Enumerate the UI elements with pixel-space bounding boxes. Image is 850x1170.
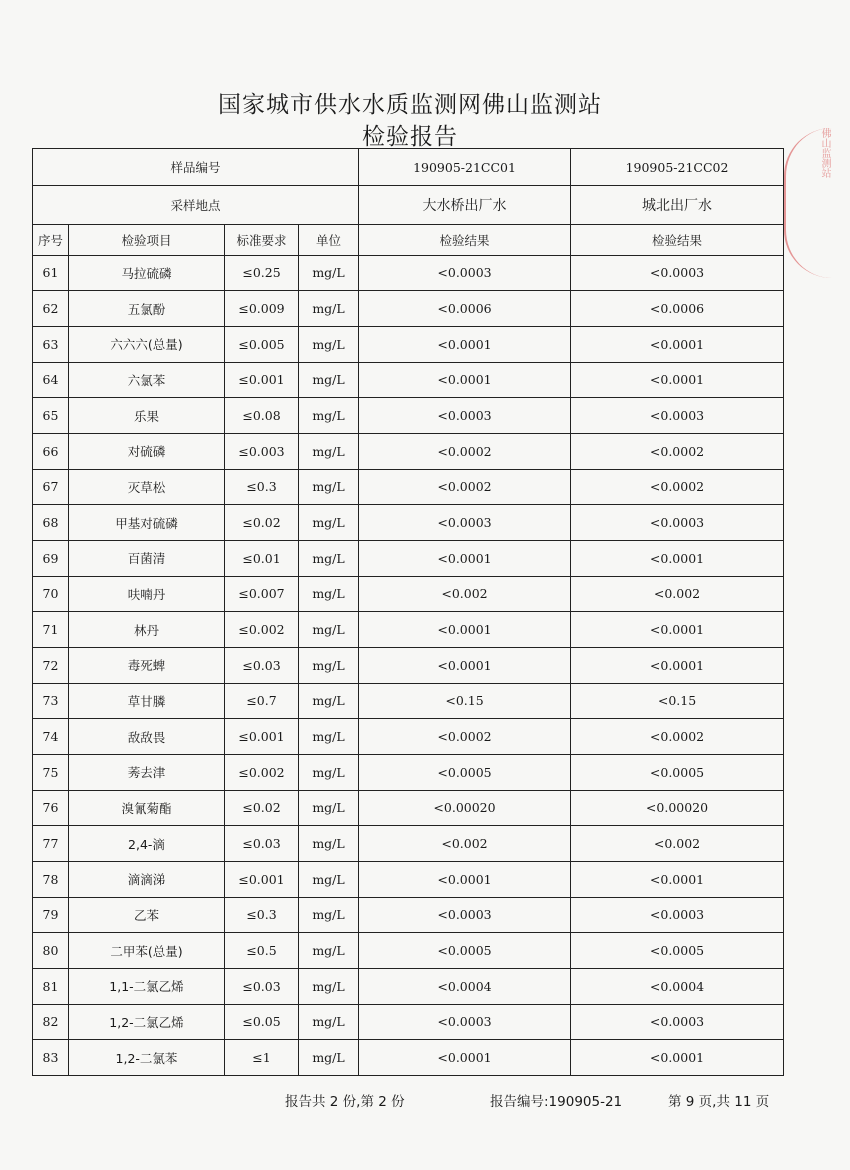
report-number: 报告编号:190905-21: [490, 1094, 623, 1110]
row-result-2: <0.0001: [571, 612, 784, 648]
official-stamp: 佛山监测站: [784, 128, 832, 278]
row-result-2: <0.0001: [571, 540, 784, 576]
row-standard: ≤0.03: [225, 968, 299, 1004]
table-row: [33, 754, 784, 790]
row-result-2: <0.0001: [571, 362, 784, 398]
row-unit: mg/L: [299, 719, 359, 755]
sampling-site-row: [33, 186, 784, 225]
row-unit: mg/L: [299, 291, 359, 327]
row-standard: ≤0.001: [225, 362, 299, 398]
row-standard: ≤0.02: [225, 790, 299, 826]
row-result-1: <0.15: [359, 683, 571, 719]
row-result-2: <0.0002: [571, 469, 784, 505]
row-result-2: <0.0003: [571, 398, 784, 434]
row-item: 草甘膦: [69, 683, 225, 719]
row-result-2: <0.002: [571, 826, 784, 862]
row-unit: mg/L: [299, 826, 359, 862]
row-result-2: <0.0001: [571, 861, 784, 897]
row-standard: ≤0.05: [225, 1004, 299, 1040]
row-result-1: <0.0006: [359, 291, 571, 327]
row-result-2: <0.15: [571, 683, 784, 719]
row-unit: mg/L: [299, 255, 359, 291]
row-item: 马拉硫磷: [69, 255, 225, 291]
row-result-1: <0.0003: [359, 1004, 571, 1040]
row-item: 1,2-二氯乙烯: [69, 1004, 225, 1040]
row-result-2: <0.0001: [571, 647, 784, 683]
row-standard: ≤0.08: [225, 398, 299, 434]
row-standard: ≤0.02: [225, 505, 299, 541]
row-seq: 63: [33, 326, 69, 362]
table-row: [33, 469, 784, 505]
row-result-1: <0.0001: [359, 326, 571, 362]
row-result-1: <0.0001: [359, 1040, 571, 1076]
table-row: [33, 540, 784, 576]
row-seq: 62: [33, 291, 69, 327]
row-item: 2,4-滴: [69, 826, 225, 862]
table-row: [33, 826, 784, 862]
header-item: 检验项目: [69, 225, 225, 255]
row-result-2: <0.0001: [571, 1040, 784, 1076]
row-item: 对硫磷: [69, 433, 225, 469]
row-result-1: <0.0001: [359, 647, 571, 683]
row-seq: 68: [33, 505, 69, 541]
row-standard: ≤0.009: [225, 291, 299, 327]
row-unit: mg/L: [299, 933, 359, 969]
sampling-site-2: 城北出厂水: [571, 186, 784, 225]
row-seq: 72: [33, 647, 69, 683]
row-unit: mg/L: [299, 576, 359, 612]
row-item: 敌敌畏: [69, 719, 225, 755]
row-item: 灭草松: [69, 469, 225, 505]
row-seq: 82: [33, 1004, 69, 1040]
row-unit: mg/L: [299, 540, 359, 576]
table-row: [33, 861, 784, 897]
row-result-2: <0.0003: [571, 1004, 784, 1040]
row-result-2: <0.0005: [571, 933, 784, 969]
row-seq: 65: [33, 398, 69, 434]
row-standard: ≤0.005: [225, 326, 299, 362]
table-row: [33, 291, 784, 327]
row-seq: 73: [33, 683, 69, 719]
row-seq: 83: [33, 1040, 69, 1076]
row-item: 乐果: [69, 398, 225, 434]
row-seq: 64: [33, 362, 69, 398]
row-result-1: <0.0001: [359, 362, 571, 398]
row-result-1: <0.0002: [359, 719, 571, 755]
row-standard: ≤0.25: [225, 255, 299, 291]
table-row: [33, 1040, 784, 1076]
row-result-1: <0.002: [359, 826, 571, 862]
row-unit: mg/L: [299, 326, 359, 362]
table-row: [33, 719, 784, 755]
row-standard: ≤0.001: [225, 719, 299, 755]
row-standard: ≤1: [225, 1040, 299, 1076]
row-item: 毒死蜱: [69, 647, 225, 683]
row-unit: mg/L: [299, 968, 359, 1004]
row-result-2: <0.002: [571, 576, 784, 612]
header-result-1: 检验结果: [359, 225, 571, 255]
row-unit: mg/L: [299, 362, 359, 398]
row-result-1: <0.0004: [359, 968, 571, 1004]
row-result-2: <0.00020: [571, 790, 784, 826]
sample-number-2: 190905-21CC02: [571, 149, 784, 186]
row-result-1: <0.0002: [359, 433, 571, 469]
row-seq: 71: [33, 612, 69, 648]
sample-number-row: [33, 149, 784, 186]
table-row: [33, 362, 784, 398]
row-item: 乙苯: [69, 897, 225, 933]
sampling-site-label: 采样地点: [33, 186, 359, 225]
table-row: [33, 326, 784, 362]
row-item: 滴滴涕: [69, 861, 225, 897]
table-row: [33, 933, 784, 969]
header-seq: 序号: [33, 225, 69, 255]
row-result-1: <0.0005: [359, 754, 571, 790]
row-standard: ≤0.3: [225, 469, 299, 505]
row-item: 甲基对硫磷: [69, 505, 225, 541]
row-standard: ≤0.7: [225, 683, 299, 719]
copies-info: 报告共 2 份,第 2 份: [285, 1094, 405, 1110]
row-standard: ≤0.003: [225, 433, 299, 469]
row-result-1: <0.0001: [359, 861, 571, 897]
row-standard: ≤0.03: [225, 647, 299, 683]
row-result-2: <0.0005: [571, 754, 784, 790]
row-item: 呋喃丹: [69, 576, 225, 612]
sample-number-label: 样品编号: [33, 149, 359, 186]
report-subtitle: 检验报告: [362, 124, 458, 150]
row-item: 六六六(总量): [69, 326, 225, 362]
row-unit: mg/L: [299, 754, 359, 790]
row-item: 莠去津: [69, 754, 225, 790]
row-seq: 80: [33, 933, 69, 969]
row-result-2: <0.0003: [571, 897, 784, 933]
table-row: [33, 683, 784, 719]
row-seq: 75: [33, 754, 69, 790]
row-result-2: <0.0003: [571, 255, 784, 291]
row-seq: 77: [33, 826, 69, 862]
row-item: 二甲苯(总量): [69, 933, 225, 969]
row-seq: 67: [33, 469, 69, 505]
row-unit: mg/L: [299, 647, 359, 683]
row-seq: 78: [33, 861, 69, 897]
row-result-1: <0.0003: [359, 505, 571, 541]
row-result-2: <0.0001: [571, 326, 784, 362]
table-row: [33, 576, 784, 612]
row-result-1: <0.00020: [359, 790, 571, 826]
row-result-2: <0.0004: [571, 968, 784, 1004]
table-row: [33, 398, 784, 434]
row-standard: ≤0.5: [225, 933, 299, 969]
row-standard: ≤0.002: [225, 612, 299, 648]
test-results-table: [32, 148, 784, 1076]
row-item: 林丹: [69, 612, 225, 648]
row-item: 1,2-二氯苯: [69, 1040, 225, 1076]
table-row: [33, 433, 784, 469]
row-item: 溴氰菊酯: [69, 790, 225, 826]
header-result-2: 检验结果: [571, 225, 784, 255]
row-standard: ≤0.001: [225, 861, 299, 897]
row-result-1: <0.0001: [359, 612, 571, 648]
row-seq: 76: [33, 790, 69, 826]
page-number: 第 9 页,共 11 页: [668, 1094, 770, 1110]
table-row: [33, 255, 784, 291]
row-seq: 70: [33, 576, 69, 612]
row-standard: ≤0.007: [225, 576, 299, 612]
sample-number-1: 190905-21CC01: [359, 149, 571, 186]
row-result-1: <0.0005: [359, 933, 571, 969]
row-result-1: <0.0003: [359, 398, 571, 434]
row-seq: 66: [33, 433, 69, 469]
row-unit: mg/L: [299, 790, 359, 826]
row-result-1: <0.0003: [359, 255, 571, 291]
table-row: [33, 968, 784, 1004]
column-header-row: [33, 225, 784, 255]
table-row: [33, 897, 784, 933]
row-unit: mg/L: [299, 683, 359, 719]
row-result-1: <0.0003: [359, 897, 571, 933]
row-unit: mg/L: [299, 897, 359, 933]
table-row: [33, 612, 784, 648]
row-result-1: <0.002: [359, 576, 571, 612]
table-row: [33, 790, 784, 826]
row-result-2: <0.0003: [571, 505, 784, 541]
row-item: 百菌清: [69, 540, 225, 576]
row-seq: 79: [33, 897, 69, 933]
row-seq: 81: [33, 968, 69, 1004]
row-result-2: <0.0002: [571, 719, 784, 755]
row-unit: mg/L: [299, 1040, 359, 1076]
row-item: 五氯酚: [69, 291, 225, 327]
row-unit: mg/L: [299, 433, 359, 469]
row-seq: 74: [33, 719, 69, 755]
header-unit: 单位: [299, 225, 359, 255]
row-item: 六氯苯: [69, 362, 225, 398]
header-standard: 标准要求: [225, 225, 299, 255]
row-result-2: <0.0002: [571, 433, 784, 469]
row-unit: mg/L: [299, 398, 359, 434]
row-standard: ≤0.01: [225, 540, 299, 576]
row-seq: 69: [33, 540, 69, 576]
row-result-2: <0.0006: [571, 291, 784, 327]
row-standard: ≤0.002: [225, 754, 299, 790]
row-seq: 61: [33, 255, 69, 291]
sampling-site-1: 大水桥出厂水: [359, 186, 571, 225]
table-row: [33, 505, 784, 541]
row-unit: mg/L: [299, 612, 359, 648]
table-row: [33, 647, 784, 683]
row-unit: mg/L: [299, 1004, 359, 1040]
row-result-1: <0.0002: [359, 469, 571, 505]
row-unit: mg/L: [299, 505, 359, 541]
row-standard: ≤0.3: [225, 897, 299, 933]
table-row: [33, 1004, 784, 1040]
row-result-1: <0.0001: [359, 540, 571, 576]
row-standard: ≤0.03: [225, 826, 299, 862]
row-unit: mg/L: [299, 469, 359, 505]
row-item: 1,1-二氯乙烯: [69, 968, 225, 1004]
row-unit: mg/L: [299, 861, 359, 897]
report-title: 国家城市供水水质监测网佛山监测站: [218, 92, 602, 118]
